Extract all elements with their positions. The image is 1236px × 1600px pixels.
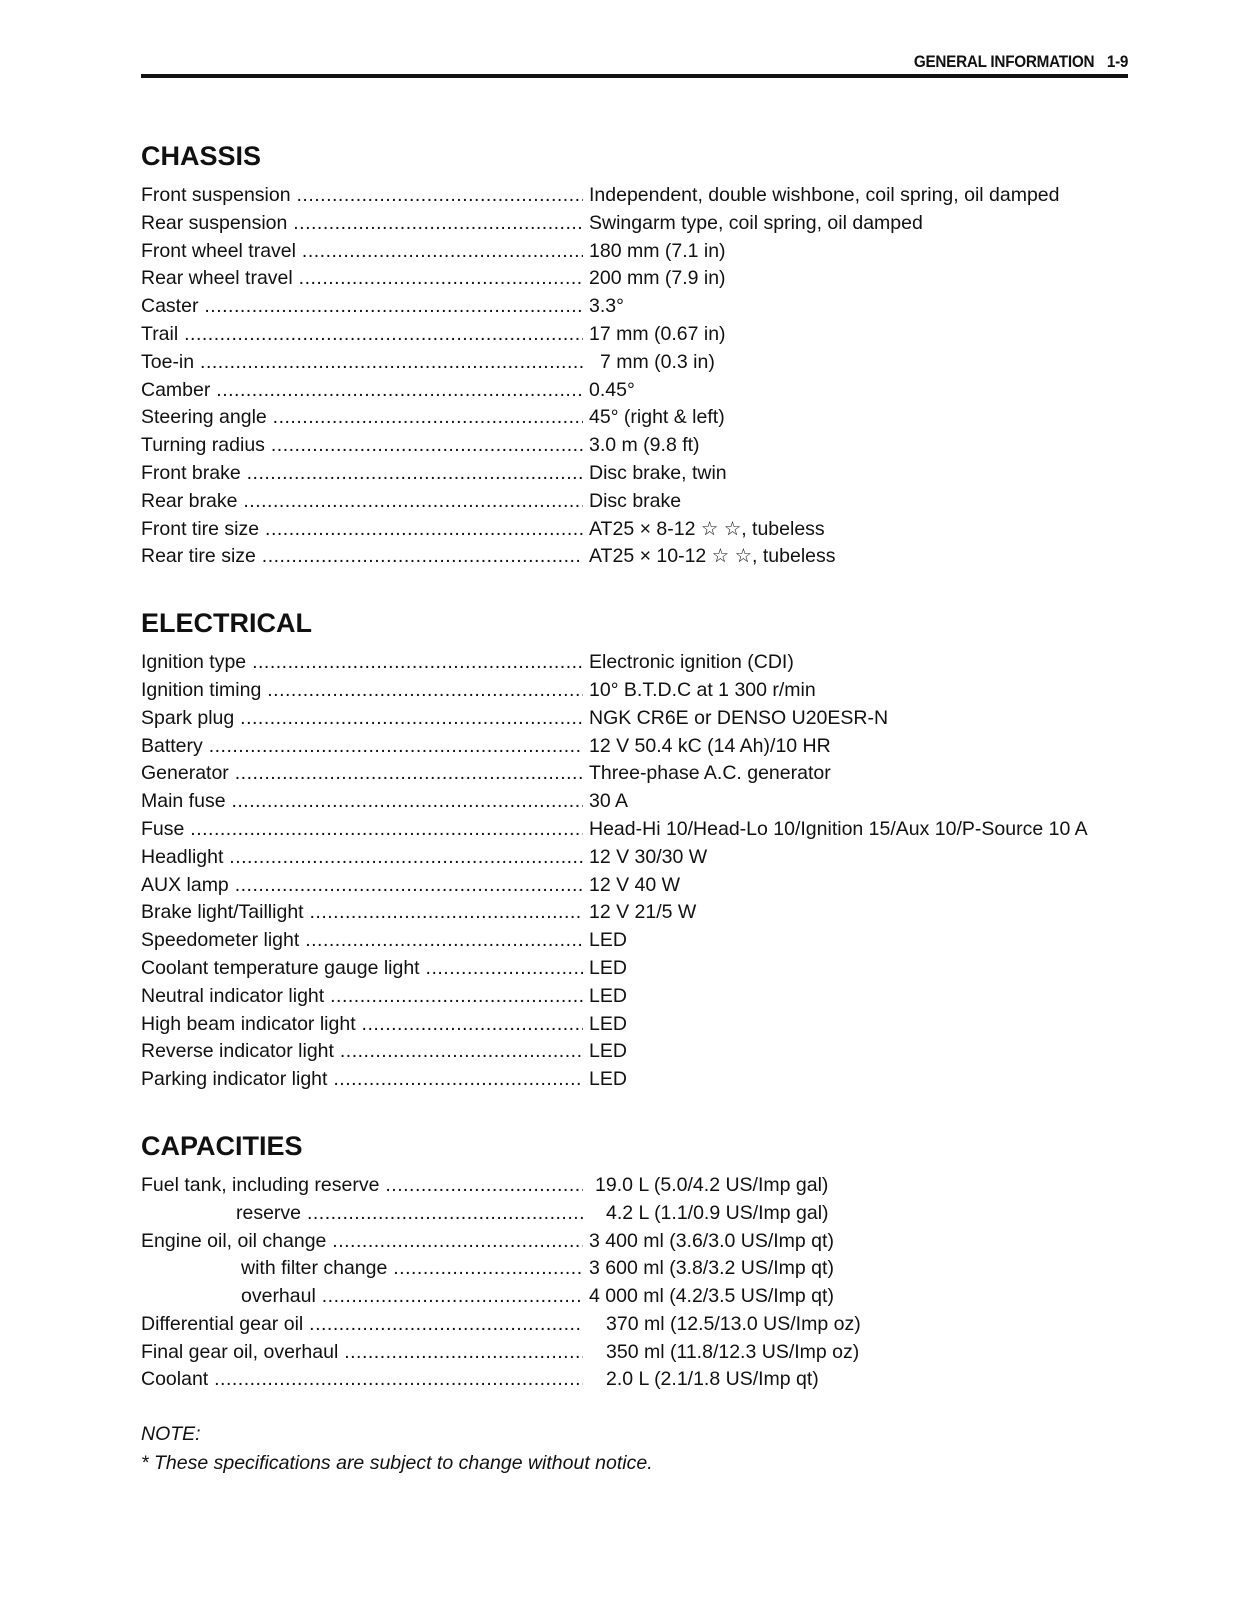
spec-value: 3.0 m (9.8 ft)	[589, 434, 700, 457]
spec-value: 10° B.T.D.C at 1 300 r/min	[589, 678, 816, 701]
spec-row	[141, 182, 1141, 210]
spec-label: Front tire size .....	[141, 516, 583, 544]
spec-row	[141, 293, 1141, 321]
spec-value: LED	[589, 956, 627, 979]
spec-label: Battery .....	[141, 733, 583, 761]
spec-row	[141, 432, 1141, 460]
spec-value: 30 A	[589, 790, 629, 813]
spec-value: 12 V 30/30 W	[589, 845, 708, 868]
spec-label: Differential gear oil .....	[141, 1311, 583, 1339]
spec-value: LED	[589, 929, 627, 952]
spec-row	[141, 649, 1141, 677]
spec-label: Brake light/Taillight .....	[141, 899, 583, 927]
spec-value: 200 mm (7.9 in)	[589, 267, 726, 290]
spec-row	[141, 377, 1141, 405]
note-text: * These specifications are subject to change without notice.	[141, 1452, 653, 1475]
spec-row	[141, 543, 1141, 571]
spec-value: 0.45°	[589, 378, 635, 401]
spec-row	[141, 816, 1141, 844]
spec-label: Neutral indicator light .....	[141, 983, 583, 1011]
spec-label: Spark plug .....	[141, 705, 583, 733]
spec-value: 3 600 ml (3.8/3.2 US/Imp qt)	[589, 1257, 834, 1280]
spec-row	[141, 927, 1141, 955]
spec-label: Rear brake .....	[141, 488, 583, 516]
spec-label: with filter change .....	[141, 1255, 583, 1283]
spec-value: AT25 × 10-12 ☆ ☆, tubeless	[589, 545, 836, 568]
spec-label: Trail .....	[141, 321, 583, 349]
section-chassis	[141, 130, 1141, 571]
spec-value: 19.0 L (5.0/4.2 US/Imp gal)	[595, 1173, 829, 1196]
section-title: CAPACITIES	[141, 1130, 303, 1161]
section-electrical	[141, 597, 1141, 1094]
spec-label: Engine oil, oil change .....	[141, 1228, 583, 1256]
spec-label: Coolant temperature gauge light .....	[141, 955, 583, 983]
spec-value: Swingarm type, coil spring, oil damped	[589, 211, 923, 234]
spec-label: Headlight .....	[141, 844, 583, 872]
spec-value: 3.3°	[589, 295, 624, 318]
spec-label: reserve .....	[141, 1200, 583, 1228]
spec-value: LED	[589, 984, 627, 1007]
header-page-number: 1-9	[1106, 52, 1128, 71]
spec-label: Camber .....	[141, 377, 583, 405]
spec-row	[141, 321, 1141, 349]
spec-label: Rear tire size .....	[141, 543, 583, 571]
spec-row	[141, 1311, 1141, 1339]
spec-label: High beam indicator light .....	[141, 1011, 583, 1039]
spec-value: Disc brake	[589, 489, 682, 512]
header-text	[914, 52, 1128, 72]
spec-row	[141, 1339, 1141, 1367]
spec-row	[141, 404, 1141, 432]
spec-value: LED	[589, 1012, 627, 1035]
spec-label: Toe-in .....	[141, 349, 583, 377]
spec-label: Rear wheel travel .....	[141, 265, 583, 293]
spec-label: Final gear oil, overhaul .....	[141, 1339, 583, 1367]
spec-value: Independent, double wishbone, coil spring, oil damped	[589, 184, 1060, 206]
spec-label: Reverse indicator light .....	[141, 1038, 583, 1066]
spec-value: Electronic ignition (CDI)	[589, 651, 794, 674]
spec-row	[141, 1228, 1141, 1256]
spec-value: 370 ml (12.5/13.0 US/Imp oz)	[606, 1312, 861, 1335]
spec-row	[141, 1366, 1141, 1394]
spec-row	[141, 460, 1141, 488]
spec-value: 4.2 L (1.1/0.9 US/Imp gal)	[606, 1201, 829, 1224]
spec-row	[141, 1172, 1141, 1200]
spec-label: Coolant .....	[141, 1366, 583, 1394]
note-block	[141, 1420, 1141, 1478]
spec-label: Parking indicator light .....	[141, 1066, 583, 1094]
spec-value: Three-phase A.C. generator	[589, 762, 831, 785]
section-title: ELECTRICAL	[141, 608, 312, 639]
spec-row	[141, 733, 1141, 761]
spec-value: AT25 × 8-12 ☆ ☆, tubeless	[589, 517, 825, 540]
spec-row	[141, 1283, 1141, 1311]
section-capacities	[141, 1120, 1141, 1394]
spec-row	[141, 349, 1141, 377]
spec-label: Caster .....	[141, 293, 583, 321]
spec-value: 12 V 40 W	[589, 873, 681, 896]
spec-label: Rear suspension .....	[141, 210, 583, 238]
spec-label: AUX lamp .....	[141, 872, 583, 900]
spec-row	[141, 265, 1141, 293]
spec-value: 7 mm (0.3 in)	[600, 350, 715, 373]
spec-label: Ignition type .....	[141, 649, 583, 677]
spec-label: Generator .....	[141, 760, 583, 788]
spec-value: 4 000 ml (4.2/3.5 US/Imp qt)	[589, 1285, 834, 1308]
spec-row	[141, 983, 1141, 1011]
spec-row	[141, 238, 1141, 266]
spec-label: Front wheel travel .....	[141, 238, 583, 266]
spec-label: Turning radius .....	[141, 432, 583, 460]
spec-row	[141, 705, 1141, 733]
spec-label: overhaul .....	[141, 1283, 583, 1311]
spec-row	[141, 1200, 1141, 1228]
spec-row	[141, 788, 1141, 816]
spec-label: Front brake .....	[141, 460, 583, 488]
spec-label: Main fuse .....	[141, 788, 583, 816]
spec-label: Fuse .....	[141, 816, 583, 844]
spec-row	[141, 210, 1141, 238]
spec-row	[141, 516, 1141, 544]
spec-row	[141, 760, 1141, 788]
spec-value: Disc brake, twin	[589, 461, 727, 484]
spec-row	[141, 872, 1141, 900]
spec-value: 12 V 21/5 W	[589, 901, 697, 924]
spec-row	[141, 1038, 1141, 1066]
spec-value: 45° (right & left)	[589, 406, 725, 429]
spec-row	[141, 677, 1141, 705]
spec-value: 180 mm (7.1 in)	[589, 239, 726, 262]
header-section-title: GENERAL INFORMATION	[913, 52, 1095, 71]
spec-row	[141, 1011, 1141, 1039]
spec-row	[141, 844, 1141, 872]
spec-value: 350 ml (11.8/12.3 US/Imp oz)	[606, 1340, 860, 1363]
spec-row	[141, 1255, 1141, 1283]
page-header	[141, 48, 1128, 78]
section-title: CHASSIS	[141, 141, 262, 171]
spec-value: LED	[589, 1068, 627, 1091]
spec-row	[141, 488, 1141, 516]
spec-label: Fuel tank, including reserve .....	[141, 1172, 583, 1200]
spec-label: Steering angle .....	[141, 404, 583, 432]
spec-content	[141, 130, 1141, 1478]
spec-row	[141, 955, 1141, 983]
spec-value: 17 mm (0.67 in)	[589, 322, 726, 345]
spec-value: NGK CR6E or DENSO U20ESR-N	[589, 706, 889, 729]
spec-label: Front suspension .....	[141, 182, 583, 210]
spec-label: Ignition timing .....	[141, 677, 583, 705]
spec-row	[141, 1066, 1141, 1094]
note-title: NOTE:	[141, 1423, 201, 1446]
spec-value: Head-Hi 10/Head-Lo 10/Ignition 15/Aux 10/P-Source 10 A	[589, 817, 1088, 840]
spec-value: 2.0 L (2.1/1.8 US/Imp qt)	[606, 1368, 819, 1391]
spec-value: 3 400 ml (3.6/3.0 US/Imp qt)	[589, 1229, 834, 1252]
spec-value: LED	[589, 1040, 627, 1063]
spec-row	[141, 899, 1141, 927]
spec-label: Speedometer light .....	[141, 927, 583, 955]
spec-value: 12 V 50.4 kC (14 Ah)/10 HR	[589, 734, 831, 757]
